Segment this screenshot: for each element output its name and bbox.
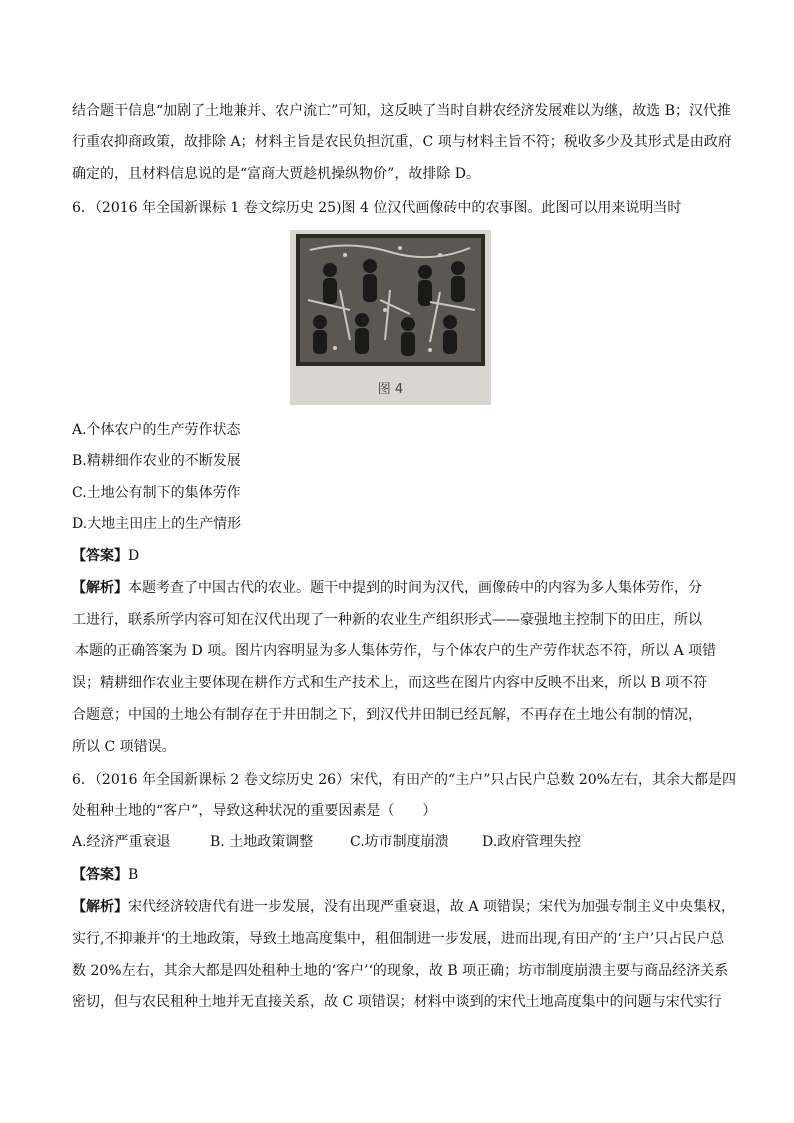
prev-explanation-line-2: 行重农抑商政策，故排除 A；材料主旨是农民负担沉重，C 项与材料主旨不符；税收多少及其形式是由政府 <box>72 134 732 150</box>
question-6b-options <box>72 832 581 852</box>
option-b: B. 土地政策调整 <box>210 834 314 850</box>
figure-caption: 图 4 <box>377 382 404 397</box>
option-c: C.坊市制度崩溃 <box>350 834 449 850</box>
analysis-6b-line-1 <box>72 897 735 917</box>
question-6b-stem-line-2: 处租种土地的“客户”，导致这种状况的重要因素是（ ） <box>72 803 437 819</box>
prev-explanation-line-1: 结合题干信息“加剧了土地兼并、农户流亡”可知，这反映了当时自耕农经济发展难以为继，故选 B；汉代推 <box>72 103 732 119</box>
option-d: D.大地主田庄上的生产情形 <box>72 516 242 532</box>
option-d: D.政府管理失控 <box>482 834 582 850</box>
farming-scene-illustration <box>290 230 491 370</box>
answer-label: 【答案】 <box>72 867 128 883</box>
analysis-6a-line-1 <box>72 578 702 598</box>
analysis-6a-line-6: 所以 C 项错误。 <box>72 739 176 755</box>
analysis-label: 【解析】 <box>72 899 128 915</box>
analysis-6b-line-2: 实行,不抑兼并‘的土地政策，导致土地高度集中，租佃制进一步发展，进而出现,有田产的‘主户’只占民户总 <box>72 931 725 947</box>
analysis-6a-line-4: 误；精耕细作农业主要体现在耕作方式和生产技术上，而这些在图片内容中反映不出来，所以 B 项不符 <box>72 675 708 691</box>
prev-explanation-line-3: 确定的，且材料信息说的是“富商大贾趁机操纵物价”，故排除 D。 <box>72 166 480 182</box>
answer-label: 【答案】 <box>72 548 128 564</box>
option-a: A.个体农户的生产劳作状态 <box>72 422 241 438</box>
analysis-6b-line-3: 数 20%左右，其余大都是四处租种土地的‘客户’‘的现象，故 B 项正确；坊市制度崩溃主要与商品经济关系 <box>72 963 729 979</box>
analysis-text: 本题考查了中国古代的农业。题干中提到的时间为汉代，画像砖中的内容为多人集体劳作，分 <box>128 580 702 596</box>
question-6a-stem: 6．（2016 年全国新课标 1 卷文综历史 25)图 4 位汉代画像砖中的农事图。此图可以用来说明当时 <box>72 200 682 216</box>
analysis-6a-line-5: 合题意；中国的土地公有制存在于井田制之下，到汉代井田制已经瓦解，不再存在土地公有制的情况， <box>72 707 702 723</box>
answer-value: B <box>128 867 139 883</box>
option-c: C.土地公有制下的集体劳作 <box>72 485 241 501</box>
analysis-text: 宋代经济较唐代有进一步发展，没有出现严重衰退，故 A 项错误；宋代为加强专制主义中央集权， <box>128 899 736 915</box>
answer-value: D <box>128 548 140 564</box>
option-b: B.精耕细作农业的不断发展 <box>72 453 241 469</box>
analysis-label: 【解析】 <box>72 580 128 596</box>
question-6b-stem-line-1: 6．（2016 年全国新课标 2 卷文综历史 26）宋代，有田产的“主户”只占民户总数 20%左右，其余大都是四 <box>72 772 736 788</box>
option-a: A.经济严重衰退 <box>72 834 171 850</box>
answer-6a <box>72 546 139 566</box>
han-brick-farming-image <box>290 230 491 405</box>
answer-6b <box>72 865 138 885</box>
analysis-6a-line-3: 本题的正确答案为 D 项。图片内容明显为多人集体劳作，与个体农户的生产劳作状态不符，所以 A 项错 <box>75 643 717 659</box>
analysis-6b-line-4: 密切，但与农民租种土地并无直接关系，故 C 项错误；材料中谈到的宋代土地高度集中的问题与宋代实行 <box>72 994 722 1010</box>
analysis-6a-line-2: 工进行，联系所学内容可知在汉代出现了一种新的农业生产组织形式——豪强地主控制下的田庄，所以 <box>72 612 702 628</box>
